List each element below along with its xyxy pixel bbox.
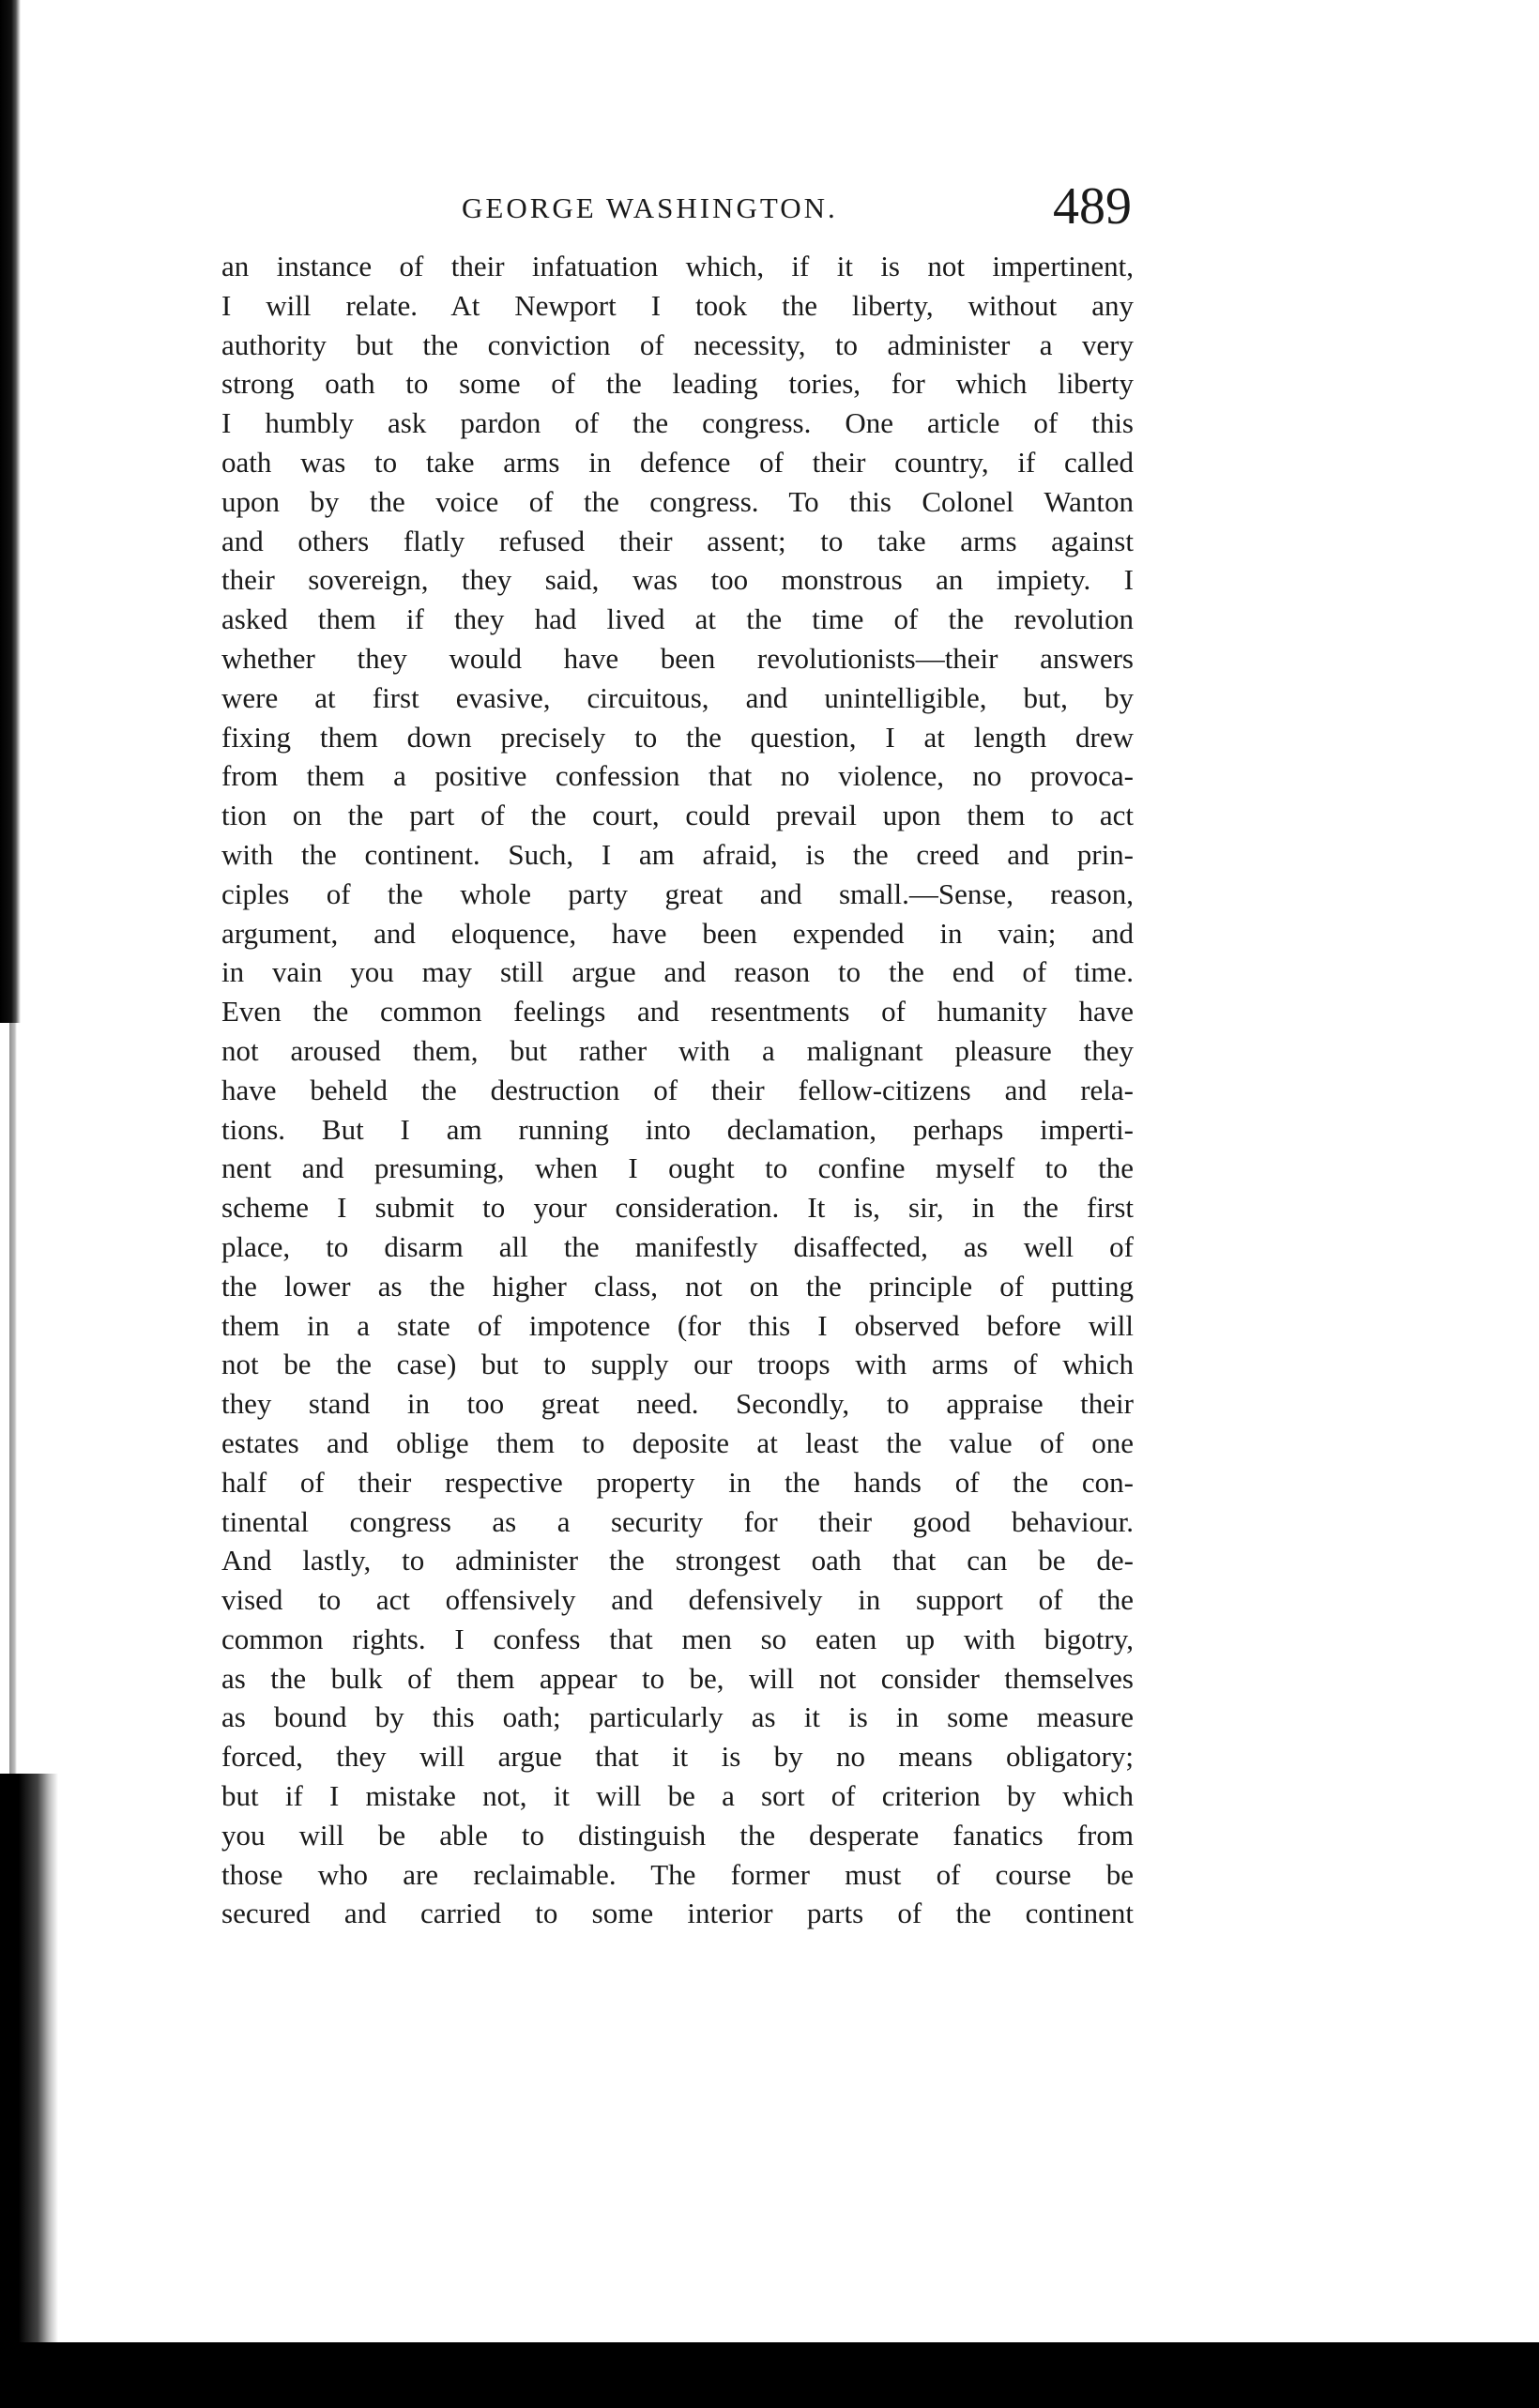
text-line: fixing them down precisely to the question, I at length drew	[221, 720, 1134, 754]
text-line: with the continent. Such, I am afraid, is the creed and prin-	[221, 837, 1134, 871]
text-line: forced, they will argue that it is by no means obligatory;	[221, 1740, 1134, 1774]
text-line: not aroused them, but rather with a malignant pleasure they	[221, 1033, 1134, 1067]
text-line: oath was to take arms in defence of their country, if called	[221, 445, 1134, 479]
text-line: secured and carried to some interior parts of the continent	[221, 1897, 1134, 1930]
text-line: upon by the voice of the congress. To this Colonel Wanton	[221, 484, 1134, 518]
text-line: tions. But I am running into declamation, perhaps imperti-	[221, 1112, 1134, 1146]
text-line: you will be able to distinguish the desperate fanatics from	[221, 1818, 1134, 1852]
text-line: an instance of their infatuation which, if it is not impertinent,	[221, 250, 1134, 282]
text-line: in vain you may still argue and reason to the end of time.	[221, 955, 1134, 989]
scan-binding-shadow-bottom	[0, 1774, 58, 2355]
text-line: Even the common feelings and resentments of humanity have	[221, 995, 1134, 1029]
text-line: half of their respective property in the hands of the con-	[221, 1465, 1134, 1499]
text-line: place, to disarm all the manifestly disaffected, as well of	[221, 1229, 1134, 1263]
text-line: those who are reclaimable. The former must of course be	[221, 1857, 1134, 1891]
text-line: their sovereign, they said, was too monstrous an impiety. I	[221, 563, 1134, 597]
body-text	[221, 247, 1134, 1933]
text-line: argument, and eloquence, have been expended in vain; and	[221, 916, 1134, 950]
text-line: vised to act offensively and defensively in support of the	[221, 1583, 1134, 1617]
text-line: were at first evasive, circuitous, and unintelligible, but, by	[221, 680, 1134, 714]
text-line: ciples of the whole party great and small.—Sense, reason,	[221, 876, 1134, 910]
text-line: common rights. I confess that men so eaten up with bigotry,	[221, 1622, 1134, 1655]
text-line: tinental congress as a security for their good behaviour.	[221, 1504, 1134, 1538]
text-line: them in a state of impotence (for this I observed before will	[221, 1308, 1134, 1342]
text-line: scheme I submit to your consideration. It is, sir, in the first	[221, 1191, 1134, 1225]
text-line: as bound by this oath; particularly as it is in some measure	[221, 1700, 1134, 1734]
text-line: have beheld the destruction of their fellow-citizens and rela-	[221, 1073, 1134, 1106]
page-number: 489	[1053, 177, 1132, 236]
text-line: not be the case) but to supply our troops with arms of which	[221, 1348, 1134, 1381]
text-line: they stand in too great need. Secondly, to appraise their	[221, 1387, 1134, 1421]
text-line: authority but the conviction of necessity, to administer a very	[221, 328, 1134, 361]
text-line: I will relate. At Newport I took the liberty, without any	[221, 288, 1134, 322]
text-line: as the bulk of them appear to be, will not consider themselves	[221, 1661, 1134, 1695]
text-line: tion on the part of the court, could prevail upon them to act	[221, 799, 1134, 832]
text-line: asked them if they had lived at the time of the revolution	[221, 602, 1134, 636]
page-header-title: GEORGE WASHINGTON.	[462, 191, 838, 224]
running-head	[221, 177, 1132, 240]
text-line: And lastly, to administer the strongest oath that can be de-	[221, 1544, 1134, 1577]
text-line: nent and presuming, when I ought to confine myself to the	[221, 1151, 1134, 1185]
scan-binding-shadow-middle	[9, 1023, 17, 1774]
text-line: but if I mistake not, it will be a sort of criterion by which	[221, 1779, 1134, 1813]
text-line: strong oath to some of the leading tories, for which liberty	[221, 367, 1134, 401]
text-line: from them a positive confession that no violence, no provoca-	[221, 759, 1134, 793]
scan-bottom-border	[0, 2342, 1539, 2408]
text-line: whether they would have been revolutionists—their answers	[221, 641, 1134, 675]
scan-binding-shadow-top	[0, 0, 21, 1023]
text-line: I humbly ask pardon of the congress. One article of this	[221, 406, 1134, 440]
text-line: the lower as the higher class, not on the principle of putting	[221, 1269, 1134, 1303]
text-line: estates and oblige them to deposite at least the value of one	[221, 1425, 1134, 1459]
text-line: and others flatly refused their assent; to take arms against	[221, 524, 1134, 557]
